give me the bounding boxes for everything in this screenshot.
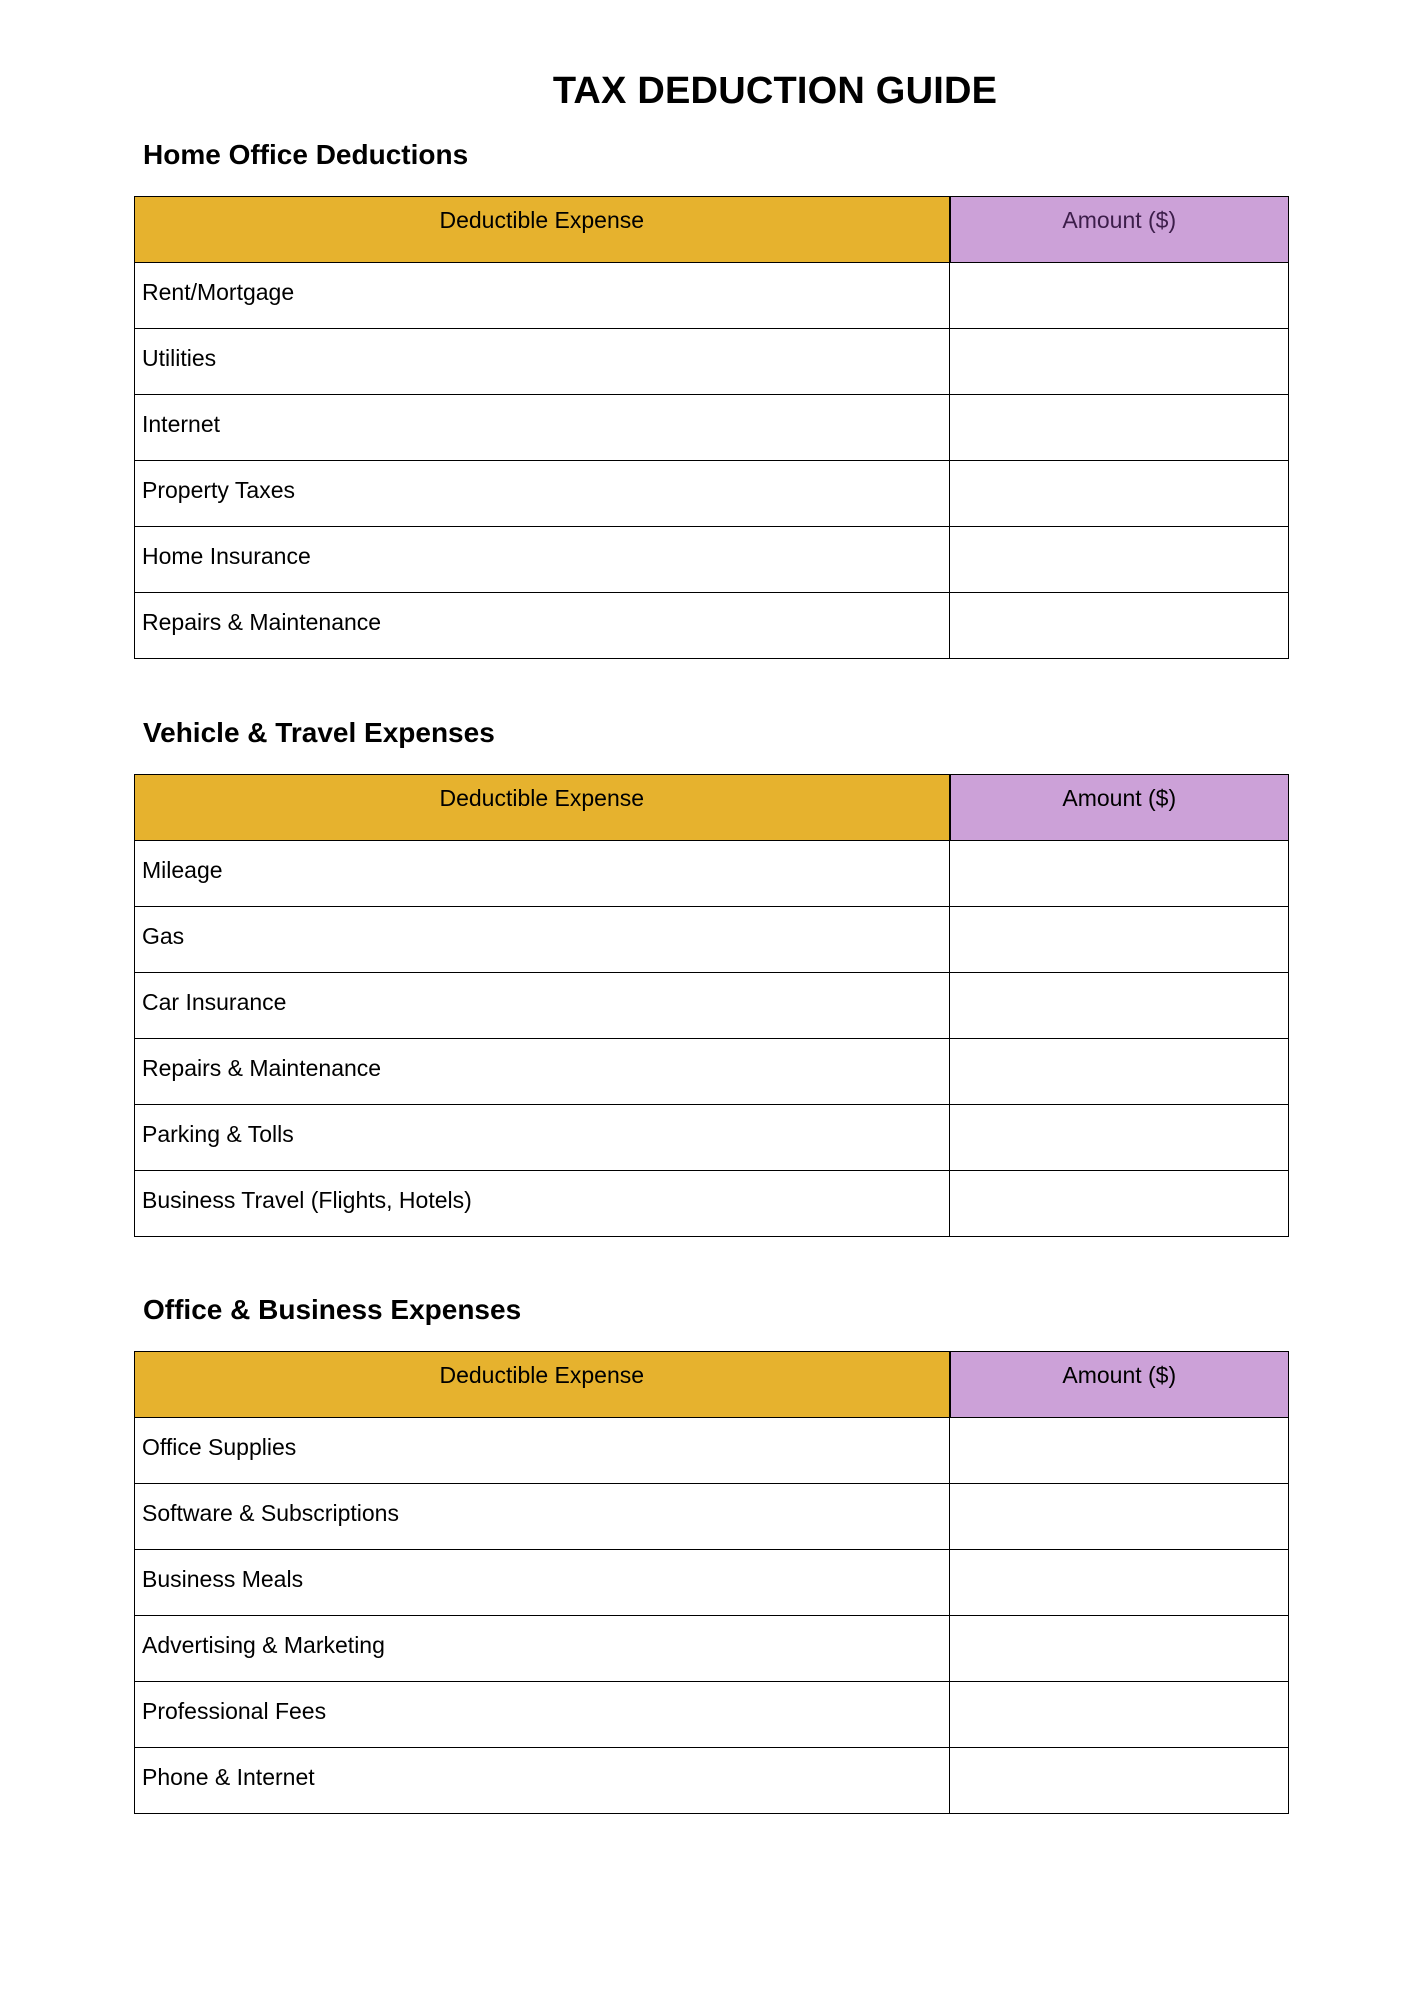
table-row	[135, 1682, 1289, 1748]
expense-label: Home Insurance	[135, 527, 950, 593]
expense-label: Gas	[135, 907, 950, 973]
table-header-row	[135, 775, 1289, 841]
expense-label: Property Taxes	[135, 461, 950, 527]
expense-label: Rent/Mortgage	[135, 263, 950, 329]
amount-cell[interactable]	[950, 973, 1289, 1039]
table-row	[135, 1418, 1289, 1484]
table-row	[135, 1039, 1289, 1105]
amount-cell[interactable]	[950, 1616, 1289, 1682]
amount-cell[interactable]	[950, 1418, 1289, 1484]
table-header-row	[135, 197, 1289, 263]
amount-cell[interactable]	[950, 593, 1289, 659]
expense-label: Repairs & Maintenance	[135, 593, 950, 659]
amount-cell[interactable]	[950, 263, 1289, 329]
expense-label: Business Meals	[135, 1550, 950, 1616]
amount-cell[interactable]	[950, 1484, 1289, 1550]
header-deductible-expense: Deductible Expense	[135, 1352, 950, 1418]
table-row	[135, 395, 1289, 461]
table-header-row	[135, 1352, 1289, 1418]
table-row	[135, 461, 1289, 527]
amount-cell[interactable]	[950, 395, 1289, 461]
table-row	[135, 1748, 1289, 1814]
header-amount: Amount ($)	[950, 775, 1289, 841]
document-title: TAX DEDUCTION GUIDE	[552, 70, 998, 112]
table-row	[135, 527, 1289, 593]
expense-label: Parking & Tolls	[135, 1105, 950, 1171]
header-amount: Amount ($)	[950, 1352, 1289, 1418]
amount-cell[interactable]	[950, 527, 1289, 593]
amount-cell[interactable]	[950, 907, 1289, 973]
expense-label: Internet	[135, 395, 950, 461]
amount-cell[interactable]	[950, 1682, 1289, 1748]
expense-label: Office Supplies	[135, 1418, 950, 1484]
amount-cell[interactable]	[950, 1171, 1289, 1237]
table-row	[135, 329, 1289, 395]
section-heading-office-business: Office & Business Expenses	[143, 1294, 522, 1325]
amount-cell[interactable]	[950, 1748, 1289, 1814]
table-row	[135, 1550, 1289, 1616]
table-row	[135, 1171, 1289, 1237]
expense-label: Business Travel (Flights, Hotels)	[135, 1171, 950, 1237]
expense-label: Repairs & Maintenance	[135, 1039, 950, 1105]
expense-label: Software & Subscriptions	[135, 1484, 950, 1550]
office-business-table	[134, 1351, 1289, 1814]
table-row	[135, 263, 1289, 329]
expense-label: Advertising & Marketing	[135, 1616, 950, 1682]
header-deductible-expense: Deductible Expense	[135, 197, 950, 263]
header-deductible-expense: Deductible Expense	[135, 775, 950, 841]
expense-label: Mileage	[135, 841, 950, 907]
table-row	[135, 841, 1289, 907]
header-amount: Amount ($)	[950, 197, 1289, 263]
table-row	[135, 907, 1289, 973]
amount-cell[interactable]	[950, 329, 1289, 395]
expense-label: Utilities	[135, 329, 950, 395]
amount-cell[interactable]	[950, 1550, 1289, 1616]
vehicle-travel-table	[134, 774, 1289, 1237]
expense-label: Car Insurance	[135, 973, 950, 1039]
amount-cell[interactable]	[950, 1105, 1289, 1171]
amount-cell[interactable]	[950, 1039, 1289, 1105]
table-row	[135, 1616, 1289, 1682]
table-row	[135, 1105, 1289, 1171]
table-row	[135, 593, 1289, 659]
expense-label: Professional Fees	[135, 1682, 950, 1748]
section-heading-home-office: Home Office Deductions	[143, 139, 469, 170]
amount-cell[interactable]	[950, 841, 1289, 907]
table-row	[135, 1484, 1289, 1550]
table-row	[135, 973, 1289, 1039]
section-heading-vehicle-travel: Vehicle & Travel Expenses	[143, 717, 495, 748]
home-office-table	[134, 196, 1289, 659]
amount-cell[interactable]	[950, 461, 1289, 527]
expense-label: Phone & Internet	[135, 1748, 950, 1814]
